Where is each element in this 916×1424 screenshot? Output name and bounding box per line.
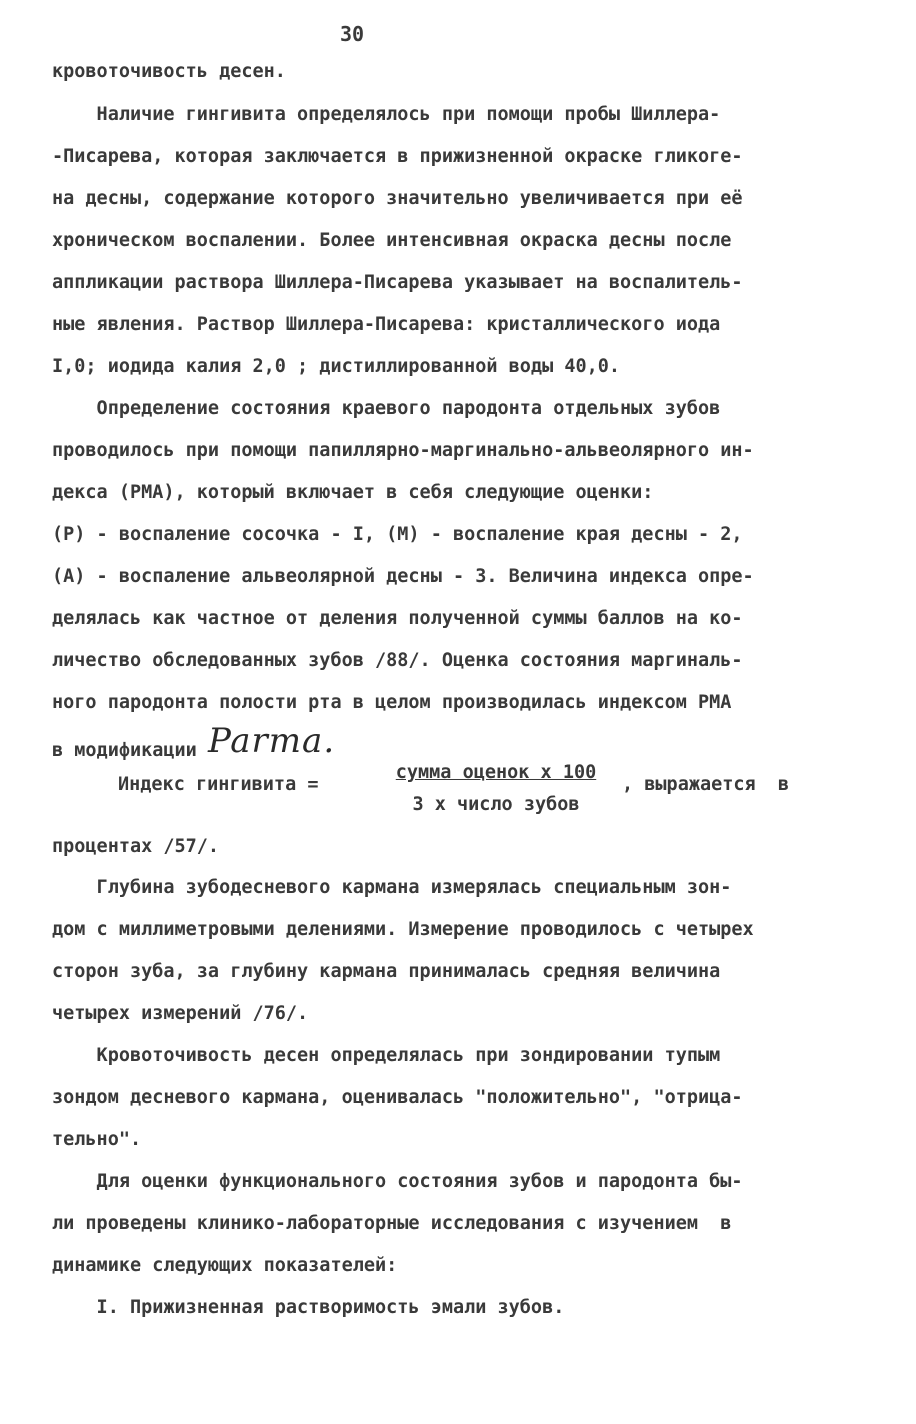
text-line: ные явления. Раствор Шиллера-Писарева: кристаллического иода [52, 314, 721, 335]
text-line: Кровоточивость десен определялась при зондировании тупым [52, 1045, 721, 1066]
text-line: четырех измерений /76/. [52, 1003, 309, 1024]
text-line: сторон зуба, за глубину кармана принималась средняя величина [52, 961, 721, 982]
text-line: тельно". [52, 1129, 142, 1150]
formula-denominator: 3 x число зубов [412, 794, 580, 815]
formula-numerator: сумма оценок x 100 [395, 762, 597, 783]
text-line: дом с миллиметровыми делениями. Измерение проводилось с четырех [52, 919, 754, 940]
text-line: I. Прижизненная растворимость эмали зубов. [52, 1297, 565, 1318]
formula-fraction [380, 760, 612, 818]
text-line: -Писарева, которая заключается в прижизненной окраске гликоге- [52, 146, 743, 167]
text-line: ного пародонта полости рта в целом производилась индексом PMA [52, 692, 732, 713]
text-line: зондом десневого кармана, оценивалась "положительно", "отрица- [52, 1087, 743, 1108]
text-line: ли проведены клинико-лабораторные исследования с изучением в [52, 1213, 732, 1234]
text-line: динамике следующих показателей: [52, 1255, 398, 1276]
text-line: Глубина зубодесневого кармана измерялась специальным зон- [52, 877, 732, 898]
text-line: процентах /57/. [52, 836, 220, 857]
text-line: Определение состояния краевого пародонта отдельных зубов [52, 398, 721, 419]
handwritten-annotation: Parma. [207, 721, 336, 761]
text-line: декса (PMA), который включает в себя следующие оценки: [52, 482, 654, 503]
text-line: аппликации раствора Шиллера-Писарева указывает на воспалитель- [52, 272, 743, 293]
text-line: I,0; иодида калия 2,0 ; дистиллированной воды 40,0. [52, 356, 621, 377]
page-number: 30 [340, 22, 365, 46]
text-line: проводилось при помощи папиллярно-маргинально-альвеолярного ин- [52, 440, 754, 461]
text-line: Для оценки функционального состояния зубов и пародонта бы- [52, 1171, 743, 1192]
text-line: (P) - воспаление сосочка - I, (M) - воспаление края десны - 2, [52, 524, 743, 545]
text-line: хроническом воспалении. Более интенсивная окраска десны после [52, 230, 732, 251]
text-line: личество обследованных зубов /88/. Оценка состояния маргиналь- [52, 650, 743, 671]
text-line: делялась как частное от деления полученной суммы баллов на ко- [52, 608, 743, 629]
text-line: в модификации [52, 740, 208, 761]
formula-suffix: , выражается в [622, 774, 790, 795]
formula-label: Индекс гингивита = [118, 774, 319, 795]
text-line: Наличие гингивита определялось при помощи пробы Шиллера- [52, 104, 721, 125]
text-line: кровоточивость десен. [52, 61, 286, 82]
text-line: на десны, содержание которого значительно увеличивается при её [52, 188, 743, 209]
text-line: (A) - воспаление альвеолярной десны - 3. Величина индекса опре- [52, 566, 754, 587]
text-line-with-handwriting [52, 721, 336, 763]
